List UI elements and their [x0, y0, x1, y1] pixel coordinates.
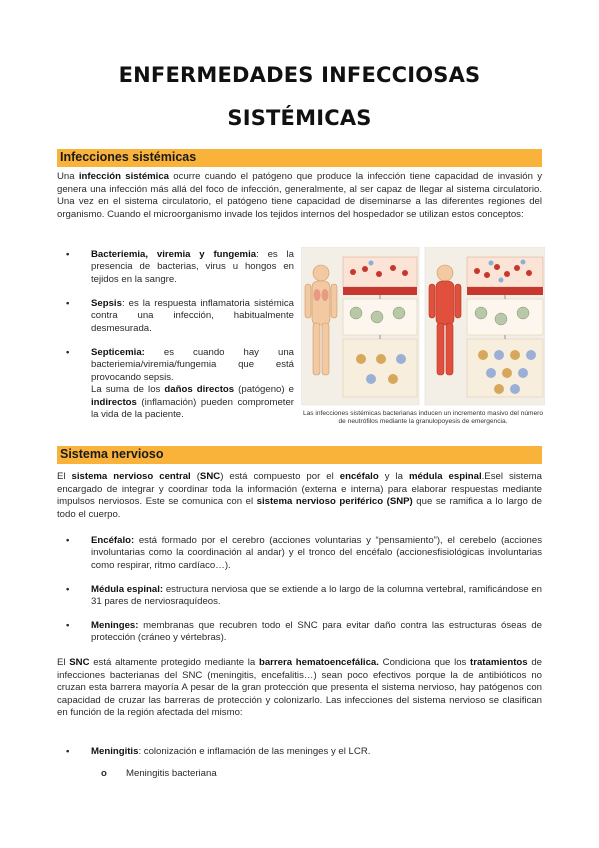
bullet-icon: •: [66, 584, 70, 595]
bullet-icon: •: [66, 347, 70, 358]
sepsis-illustration: [301, 247, 545, 407]
bullet-icon: •: [66, 249, 70, 260]
bullet-icon: •: [66, 746, 70, 757]
blood-vessel-left: [343, 257, 417, 397]
snc-protection-paragraph: El SNC está altamente protegido mediante la barrera hematoencefálica. Condiciona que los tratamientos de infecciones bacterianas del SNC (meningitis, encefalitis…) sean poco efectivos porque la de antibióticos no cruzan esta barrera mayoría A pesar de la gran protección que presenta el sistema nervioso, hay patógenos con capacidad de cruzar las barreras de protección y colonizarlo. Las infecciones del sistema nervioso se clasifican en función de la región afectada del mismo:: [57, 657, 543, 719]
blood-vessel-right: [467, 257, 543, 397]
bullet-icon: •: [66, 298, 70, 309]
figure-caption: Las infecciones sistémicas bacterianas inducen un incremento masivo del número de neutrófilos mediante la granulopoyesis de emergencia.: [302, 410, 544, 425]
section-heading-text: Sistema nervioso: [60, 447, 164, 461]
bullet-icon: •: [66, 620, 70, 631]
bullet-icon: •: [66, 535, 70, 546]
snc-intro-paragraph: El sistema nervioso central (SNC) está compuesto por el encéfalo y la médula espinal.Esel sistema encargado de integrar y coordinar toda la información (externa e interna) para elaborar respuestas mediante impulsos nerviosos. Este se comunica con el sistema nervioso periférico (SNP) que se ramifica a lo largo de todo el cuerpo.: [57, 471, 543, 520]
sub-bullet-icon: o: [101, 768, 107, 779]
intro-paragraph: Una infección sistémica ocurre cuando el patógeno que produce la infección tiene capacidad de invasión y genera una infección más allá del foco de infección, generalmente, al ser capaz de llegar al sistema circulatorio. Una vez en el sistema circulatorio, el patógeno tiene capacidad de diseminarse a las diferentes regiones del organismo. Cuando el microorganismo invade los tejidos internos del hospedador se utilizan estos conceptos:: [57, 171, 543, 220]
section-heading-text: Infecciones sistémicas: [60, 150, 197, 164]
document-title-line-2: SISTÉMICAS: [227, 106, 372, 130]
sepsis-figure: [301, 247, 545, 431]
sub-list-item-text: Meningitis bacteriana: [126, 768, 217, 779]
section-heading-nervioso: [57, 446, 542, 464]
document-title-line-1: ENFERMEDADES INFECCIOSAS: [118, 63, 481, 87]
document-page: ENFERMEDADES INFECCIOSAS SISTÉMICAS Infecciones sistémicas Una infección sistémica ocurre cuando el patógeno que produce la infección tiene capacidad de invasión y genera una infección más allá del foco de infección, generalmente, al ser capaz de llegar al sistema circulatorio. Una vez en el sistema circulatorio, el patógeno tiene capacidad de diseminarse a las diferentes regiones del organismo. Cuando el microorganismo invade los tejidos internos del hospedador se utilizan estos conceptos: • Bacteriemia, viremia y fungemia: es la presencia de bacterias, virus u hongos en tejidos en la sangre. • Sepsis: es la respuesta inflamatoria sistémica contra una infección, habitualmente desmesurada. • Septicemia: es cuando hay una bacteriemia/viremia/fungemia que está provocando sepsis. La suma de los daños directos (patógeno) e indirectos (inflamación) pueden comprometer la vida de la paciente. Las infecciones sistémicas bacterianas inducen un incremento masivo del número de neutrófilos mediante la granulopoyesis de emergencia. Sistema nervioso El sistema nervioso central (SNC) está compuesto por el encéfalo y la médula espinal.Esel sistema encargado de integrar y coordinar toda la información (externa e interna) para elaborar respuestas mediante impulsos nerviosos. Este se comunica con el sistema nervioso periférico (SNP) que se ramifica a lo largo de todo el cuerpo. • Encéfalo: está formado por el cerebro (acciones voluntarias y “pensamiento”), el cerebelo (acciones involuntarias como la coordinación al andar) y el tronco del encéfalo (accionesfisiológicas involuntarias como respirar, ritmo cardíaco…). • Médula espinal: estructura nerviosa que se extiende a lo largo de la columna vertebral, ramificándose en 31 pares de nerviosraquídeos. • Meninges: membranas que recubren todo el SNC para evitar daño contra las estructuras óseas de protección (cráneo y vértebras). El SNC está altamente protegido mediante la barrera hematoencefálica. Condiciona que los tratamientos de infecciones bacterianas del SNC (meningitis, encefalitis…) sean poco efectivos porque la de antibióticos no cruzan esta barrera mayoría A pesar de la gran protección que presenta el sistema nervioso, hay patógenos con capacidad de cruzar las barreras de protección y colonizarlo. Las infecciones del sistema nervioso se clasifican en función de la región afectada del mismo: • Meningitis: colonización e inflamación de las meninges y el LCR. o Meningitis bacteriana: [0, 0, 599, 848]
section-heading-infecciones: [57, 149, 542, 167]
